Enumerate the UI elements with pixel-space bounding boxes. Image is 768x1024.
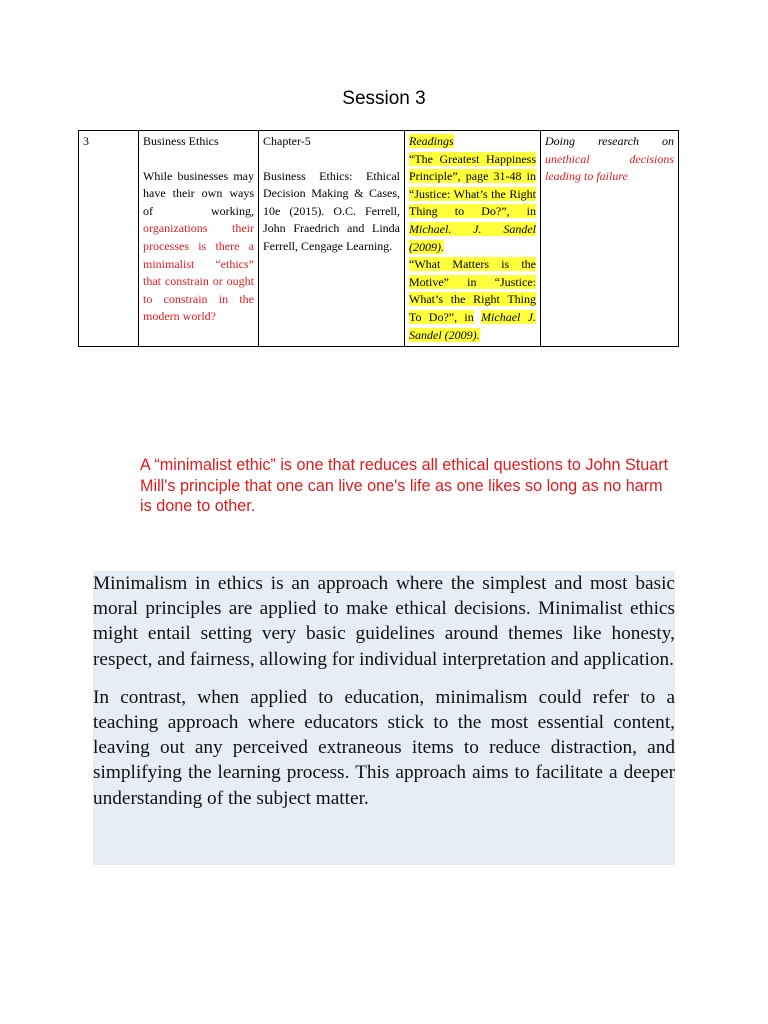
panel-paragraph-education: In contrast, when applied to education, minimalism could refer to a teaching approach where educators stick to the most essential content, leaving out any perceived extraneous items to reduce distraction, and simplifying the learning process. This approach aims to facilitate a deeper understanding of the subject matter.: [93, 686, 675, 809]
chapter-title: Chapter-5: [263, 134, 311, 148]
minimalist-ethic-note: A “minimalist ethic” is one that reduces all ethical questions to John Stuart Mill's principle that one can live one's life as one likes so long as no harm is done to other.: [140, 456, 669, 515]
activity-cell: [541, 131, 679, 347]
reading-2-author: Michael J. Sandel (2009).: [409, 309, 536, 342]
topic-description: While businesses may have their own ways of working,: [143, 168, 254, 218]
session-table: [78, 130, 679, 347]
chapter-cell: [259, 131, 405, 347]
explanation-panel: [93, 571, 675, 865]
activity-topic: unethical decisions leading to failure: [545, 151, 674, 184]
activity-lead: Doing research on: [545, 134, 674, 148]
topic-question: organizations their processes is there a minimalist “ethics” that constrain or ought to constrain in the modern world?: [143, 221, 254, 324]
reading-1-text: “The Greatest Happiness Principle”, page 31-48 in “Justice: What’s the Right Thing to Do?”, in: [409, 151, 536, 219]
session-number: 3: [83, 134, 89, 148]
topic-cell: [139, 131, 259, 347]
session-title: Session 3: [342, 88, 426, 109]
readings-cell: [405, 131, 541, 347]
table-row: [79, 131, 679, 347]
panel-paragraph-ethics: Minimalism in ethics is an approach where the simplest and most basic moral principles are applied to make ethical decisions. Minimalist ethics might entail setting very basic guidelines around themes like honesty, respect, and fairness, allowing for individual interpretation and application.: [93, 573, 675, 670]
reading-2-text: “What Matters is the Motive” in “Justice: What’s the Right Thing To Do?”, in: [409, 257, 536, 324]
reading-1-author: Michael. J. Sandel (2009).: [409, 221, 536, 254]
topic-title: Business Ethics: [143, 134, 219, 148]
readings-heading: Readings: [409, 134, 454, 148]
chapter-reference: Business Ethics: Ethical Decision Making & Cases, 10e (2015). O.C. Ferrell, John Fraedrich and Linda Ferrell, Cengage Learning.: [263, 168, 400, 253]
session-number-cell: [79, 131, 139, 347]
